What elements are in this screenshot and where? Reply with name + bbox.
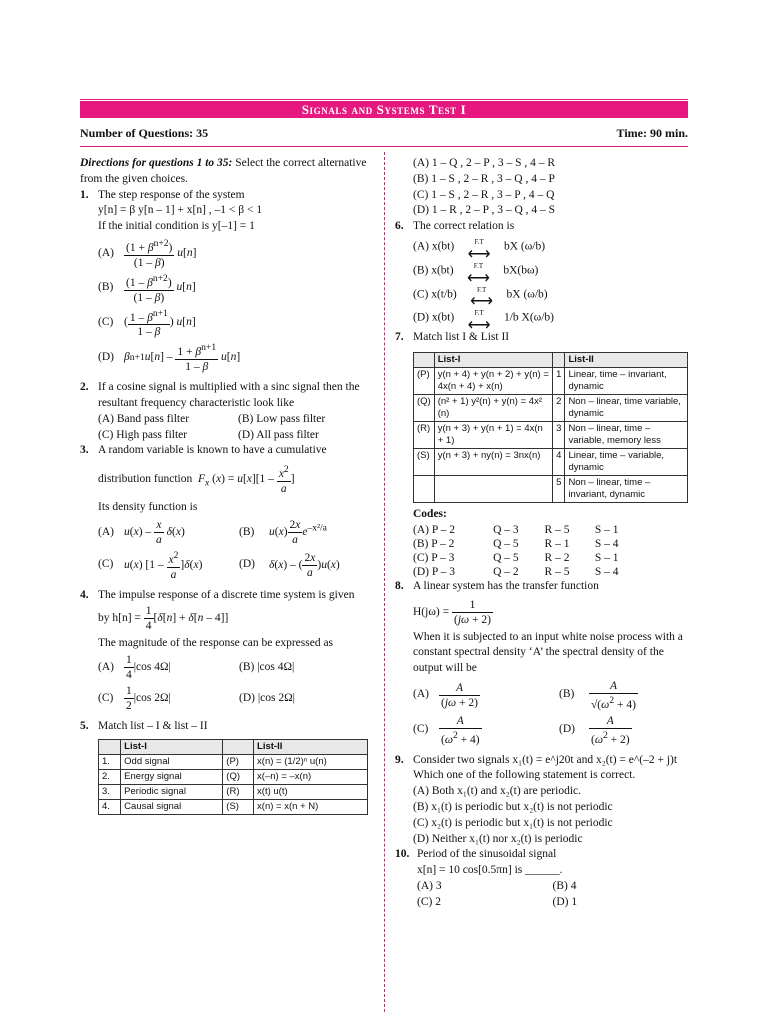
- q2-options-row1[interactable]: (A) Band pass filter (B) Low pass filter: [98, 412, 326, 425]
- q3-options-cd[interactable]: (C) u(x) [1 – $\frac{x^2}{a}$ ]δ(x) (D) δ(x) – ( $\frac{2x}{a}$ )u(x): [98, 549, 340, 581]
- question-5: 5. Match list – I & list – II: [80, 720, 208, 733]
- q5-match-table: List-I List-II 1. Odd signal (P) x(n) = (1/2)ⁿ u(n) 2. Energy signal (Q) x(–n) = –x(n) 3. Periodic signal (R) x(t) u(t) 4. Causal signal (S) x(n) = x(n + N): [98, 739, 368, 815]
- table-row: (Q) (n² + 1) y²(n) + y(n) = 4x² (n) 2 Non – linear, time variable, dynamic: [414, 394, 688, 421]
- q4-options-cd[interactable]: (C) $\frac{1}{2}$ |cos 2Ω| (D) |cos 2Ω|: [98, 685, 295, 713]
- table-row: 1. Odd signal (P) x(n) = (1/2)ⁿ u(n): [99, 755, 368, 770]
- q6-option-a[interactable]: (A) x(bt) F.T ⟷ bX (ω/b): [395, 235, 688, 259]
- q1-option-c[interactable]: (C) ( $\frac{1 - \beta^{n+1}}{1 - \beta}$ ) u [ n ]: [98, 307, 196, 339]
- q5-option-c[interactable]: (C) 1 – S , 2 – R , 3 – P , 4 – Q: [413, 188, 555, 201]
- q8-options-cd[interactable]: (C) $\frac{A}{(\omega^2 + 4)}$ (D) $\frac{A}{(\omega^2 + 2)}$: [413, 714, 630, 746]
- right-column: [395, 156, 688, 911]
- question-8: 8. A linear system has the transfer function H(jω) = $\frac{1}{(j\omega + 2)}$ When it is subjected to an input white noise process with a constant spectral density ‘A’ the spectral density of the output will be: [395, 579, 683, 675]
- question-6: 6. The correct relation is: [395, 220, 515, 233]
- question-10: 10. Period of the sinusoidal signal x[n] = 10 cos[0.5πn] is ______.: [395, 848, 563, 877]
- q10-options-row2[interactable]: (C) 2 (D) 1: [417, 895, 578, 908]
- table-row: (P) y(n + 4) + y(n + 2) + y(n) = 4x(n + 4) + x(n) 1 Linear, time – invariant, dynamic: [414, 367, 688, 394]
- top-rule: [80, 99, 688, 100]
- question-7: 7. Match list I & List II: [395, 331, 510, 344]
- q7-option-a[interactable]: (A) P – 2 Q – 3 R – 5 S – 1: [413, 523, 619, 536]
- header-rule: [80, 146, 688, 147]
- table-row: (S) y(n + 3) + ny(n) = 3nx(n) 4 Linear, time – variable, dynamic: [414, 448, 688, 475]
- left-column: [80, 156, 378, 815]
- q7-option-c[interactable]: (C) P – 3 Q – 5 R – 2 S – 1: [413, 551, 619, 564]
- q7-option-d[interactable]: (D) P – 3 Q – 2 R – 5 S – 4: [413, 565, 619, 578]
- time-limit: Time: 90 min.: [616, 126, 688, 140]
- q8-options-ab[interactable]: (A) $\frac{A}{(j\omega + 2)}$ (B) $\frac{A}{√(\omega^2 + 4)}$: [413, 679, 636, 711]
- question-4: 4. The impulse response of a discrete time system is given by h[n] = $\frac{1}{4}$ [δ[n] + δ[n – 4]] The magnitude of the response can be expressed as: [80, 588, 355, 649]
- num-questions: Number of Questions: 35: [80, 126, 209, 140]
- table-row: 3. Periodic signal (R) x(t) u(t): [99, 785, 368, 800]
- q7-option-b[interactable]: (B) P – 2 Q – 5 R – 1 S – 4: [413, 537, 619, 550]
- q4-options-ab[interactable]: (A) $\frac{1}{4}$ |cos 4Ω| (B) |cos 4Ω|: [98, 654, 295, 682]
- q1-option-a[interactable]: (A) $\frac{(1 + \beta^{n+2})}{(1 - \beta)}$ u [ n ]: [98, 237, 197, 269]
- table-row: 2. Energy signal (Q) x(–n) = –x(n): [99, 770, 368, 785]
- q1-option-d[interactable]: (D) β n+1 u [ n ] – $\frac{1 + \beta^{n+1}}{1 - \beta}$ u [ n ]: [98, 342, 241, 374]
- table-row: 4. Causal signal (S) x(n) = x(n + N): [99, 800, 368, 815]
- q6-option-d[interactable]: (D) x(bt) F.T ⟷ 1/b X(ω/b): [395, 306, 688, 330]
- q9-option-c[interactable]: (C) x₂(t) is periodic but x₁(t) is not periodic: [413, 816, 613, 829]
- column-divider: [384, 152, 385, 1012]
- q6-option-c[interactable]: (C) x(t/b) F.T ⟷ bX (ω/b): [395, 283, 688, 307]
- question-1: 1. The step response of the system y[n] = β y[n – 1] + x[n] , –1 < β < 1 If the initial condition is y[–1] = 1: [80, 188, 263, 233]
- directions: Directions for questions 1 to 35: Select the correct alternative from the given choices.: [80, 157, 367, 185]
- q6-option-b[interactable]: (B) x(bt) F.T ⟷ bX(bω): [395, 259, 688, 283]
- q3-options-ab[interactable]: (A) u(x) – $\frac{x}{a}$ δ(x) (B) u(x) $\frac{2x}{a}$ $e^{-x^2/a}$: [98, 518, 327, 546]
- question-2: 2. If a cosine signal is multiplied with a sinc signal then the resultant frequency characteristic look like: [80, 381, 360, 410]
- q9-option-d[interactable]: (D) Neither x₁(t) nor x₂(t) is periodic: [413, 832, 583, 845]
- q7-match-table: List-I List-II (P) y(n + 4) + y(n + 2) + y(n) = 4x(n + 4) + x(n) 1 Linear, time – invariant, dynamic (Q) (n² + 1) y²(n) + y(n) = 4x² (n) 2 Non – linear, time variable, dynamic (R) y(n + 3) + y(n + 1) = 4x(n + 1) 3 Non – linear, time – variable, memory less (S) y(n + 3) + ny(n) = 3nx(n) 4 Linear, time – variable, dynamic 5 Non – linear, time – invariant, dynamic: [413, 352, 688, 503]
- page-title: Signals and Systems Test I: [301, 102, 467, 117]
- q9-option-a[interactable]: (A) Both x₁(t) and x₂(t) are periodic.: [413, 785, 582, 798]
- q7-codes: [411, 523, 641, 579]
- q5-option-d[interactable]: (D) 1 – R , 2 – P , 3 – Q , 4 – S: [413, 204, 556, 217]
- title-banner: [80, 101, 688, 118]
- q10-options-row1[interactable]: (A) 3 (B) 4: [417, 879, 577, 892]
- q1-option-b[interactable]: (B) $\frac{(1 - \beta^{n+2})}{(1 - \beta)}$ u [ n ]: [98, 272, 196, 304]
- codes-label: Codes:: [413, 507, 447, 520]
- table-row: 5 Non – linear, time – invariant, dynamic: [414, 475, 688, 502]
- q9-option-b[interactable]: (B) x₁(t) is periodic but x₂(t) is not periodic: [413, 801, 613, 813]
- question-3: 3. A random variable is known to have a cumulative distribution function $F_x$ (x) = u[x][1 – $\frac{x^2}{a}$ ] Its density function is: [80, 444, 327, 514]
- q5-option-b[interactable]: (B) 1 – S , 2 – R , 3 – Q , 4 – P: [413, 172, 555, 185]
- question-9: 9. Consider two signals x₁(t) = e^j20t and x₂(t) = e^(–2 + j)t Which one of the following statement is correct.: [395, 753, 678, 782]
- table-row: (R) y(n + 3) + y(n + 1) = 4x(n + 1) 3 Non – linear, time – variable, memory less: [414, 421, 688, 448]
- q5-option-a[interactable]: (A) 1 – Q , 2 – P , 3 – S , 4 – R: [413, 157, 556, 169]
- q2-options-row2[interactable]: (C) High pass filter (D) All pass filter: [98, 428, 319, 441]
